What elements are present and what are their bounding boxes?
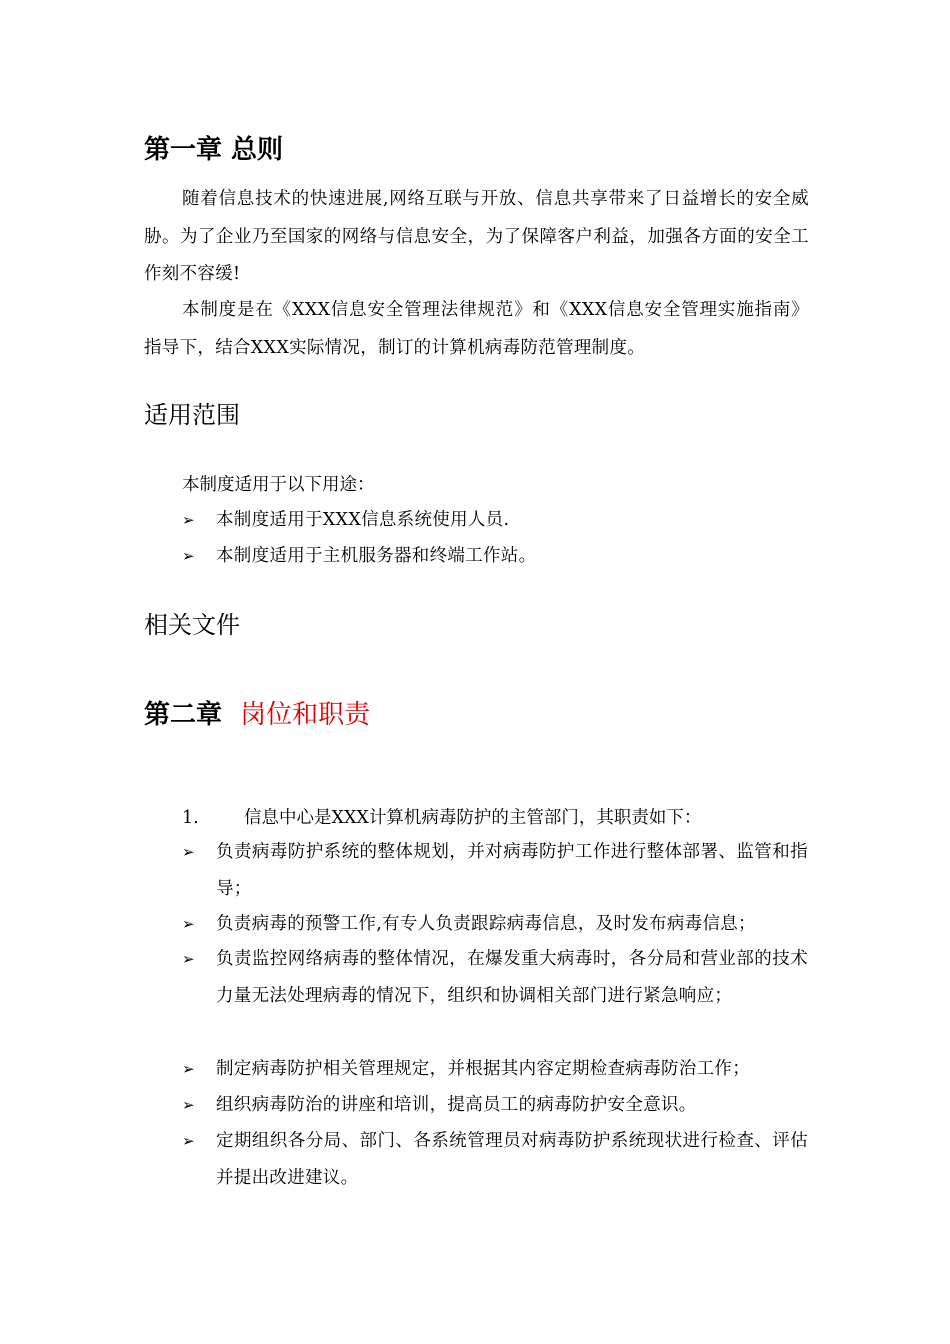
arrowhead-bullet-icon: ➢ — [182, 915, 195, 933]
arrowhead-bullet-icon: ➢ — [182, 950, 195, 968]
duty-bullet-item: ➢ 组织病毒防治的讲座和培训，提高员工的病毒防护安全意识。 — [182, 1087, 808, 1124]
item-number: 1. — [182, 808, 199, 828]
duty-bullet-item: ➢ 负责病毒的预警工作,有专人负责跟踪病毒信息，及时发布病毒信息； — [182, 906, 808, 943]
scope-bullet-item: ➢ 本制度适用于主机服务器和终端工作站。 — [182, 538, 808, 575]
numbered-item — [182, 800, 701, 837]
chapter2-prefix: 第二章 — [144, 700, 223, 730]
arrowhead-bullet-icon: ➢ — [182, 843, 195, 861]
arrowhead-bullet-icon: ➢ — [182, 511, 195, 529]
related-files-heading: 相关文件 — [144, 611, 240, 639]
scope-intro: 本制度适用于以下用途： — [182, 475, 375, 495]
arrowhead-bullet-icon: ➢ — [182, 547, 195, 565]
duty-bullet-item: ➢ 负责病毒防护系统的整体规划，并对病毒防护工作进行整体部署、监管和指导； — [182, 834, 808, 908]
chapter1-paragraph-2: 本制度是在《XXX信息安全管理法律规范》和《XXX信息安全管理实施指南》指导下，结合XXX实际情况，制订的计算机病毒防范管理制度。 — [144, 300, 809, 358]
chapter1-paragraph-1: 随着信息技术的快速进展,网络互联与开放、信息共享带来了日益增长的安全威胁。为了企业乃至国家的网络与信息安全，为了保障客户利益，加强各方面的安全工作刻不容缓! — [144, 189, 809, 284]
arrowhead-bullet-icon: ➢ — [182, 1096, 195, 1114]
duty-bullet-item: ➢ 负责监控网络病毒的整体情况，在爆发重大病毒时，各分局和营业部的技术力量无法处理病毒的情况下，组织和协调相关部门进行紧急响应； — [182, 941, 808, 1015]
arrowhead-bullet-icon: ➢ — [182, 1060, 195, 1078]
chapter2-heading — [144, 698, 370, 732]
item-text: 信息中心是XXX计算机病毒防护的主管部门，其职责如下： — [244, 808, 702, 828]
scope-bullet-item: ➢ 本制度适用于XXX信息系统使用人员. — [182, 502, 808, 539]
duty-bullet-item: ➢ 定期组织各分局、部门、各系统管理员对病毒防护系统现状进行检查、评估并提出改进建议。 — [182, 1123, 808, 1197]
duty-bullet-item: ➢ 制定病毒防护相关管理规定，并根据其内容定期检查病毒防治工作； — [182, 1051, 808, 1088]
arrowhead-bullet-icon: ➢ — [182, 1132, 195, 1150]
scope-heading: 适用范围 — [144, 401, 240, 429]
chapter2-title: 岗位和职责 — [240, 700, 371, 730]
chapter1-heading: 第一章 总则 — [144, 135, 284, 165]
